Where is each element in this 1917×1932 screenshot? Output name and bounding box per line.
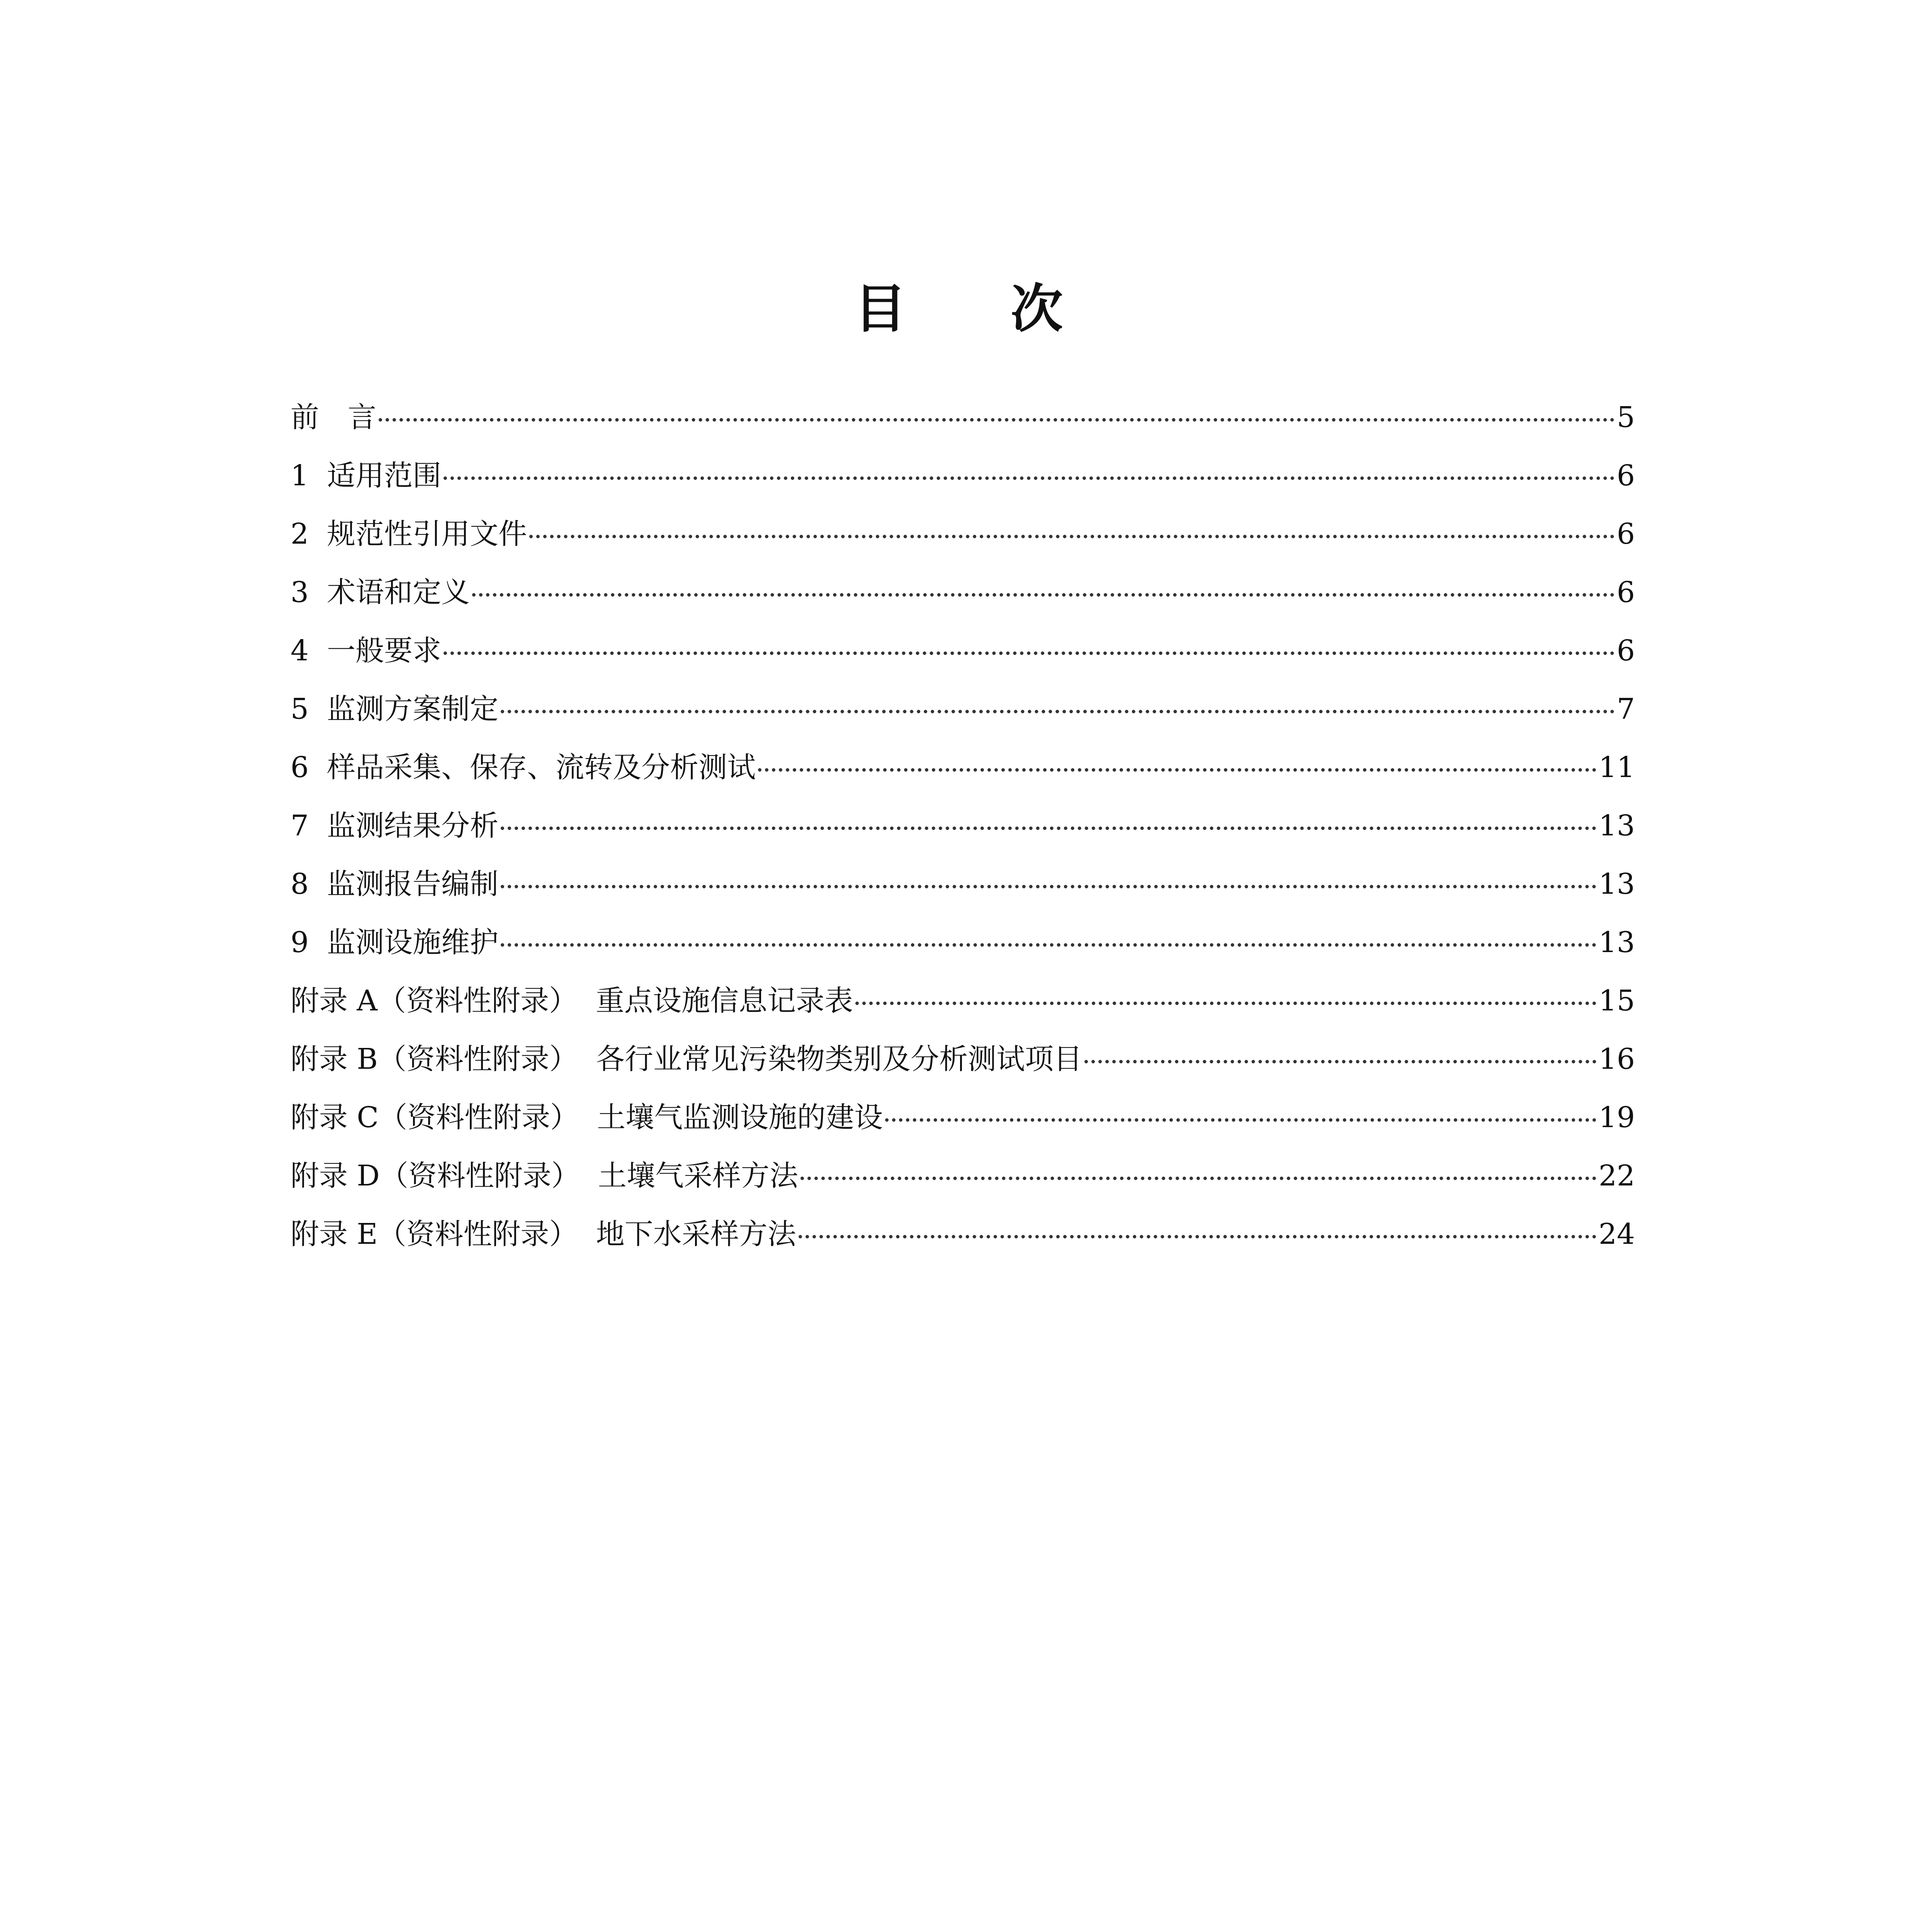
toc-dot-leader [501, 943, 1596, 947]
toc-dot-leader [444, 651, 1614, 655]
toc-entry-page: 13 [1598, 809, 1635, 842]
toc-dot-leader [799, 1235, 1596, 1238]
toc-entry-label: 6 样品采集、保存、流转及分析测试 [291, 751, 756, 784]
toc-entry-label: 附录 D（资料性附录） 土壤气采样方法 [291, 1159, 798, 1192]
toc-entry-page: 13 [1598, 867, 1635, 901]
toc-entry-appendix-c[interactable] [291, 1098, 1635, 1156]
toc-dot-leader [855, 1002, 1596, 1005]
toc-entry-page: 6 [1616, 576, 1635, 609]
toc-entry-label: 前 言 [291, 401, 376, 434]
toc-entry-label: 附录 A（资料性附录） 重点设施信息记录表 [291, 984, 853, 1017]
toc-entry-page: 24 [1598, 1218, 1635, 1251]
toc-entry-5[interactable] [291, 690, 1635, 748]
toc-dot-leader [885, 1118, 1596, 1122]
toc-entry-label: 附录 B（资料性附录） 各行业常见污染物类别及分析测试项目 [291, 1043, 1082, 1076]
toc-dot-leader [379, 418, 1614, 422]
toc-dot-leader [1084, 1060, 1596, 1063]
toc-entry-page: 6 [1616, 517, 1635, 551]
toc-entry-page: 6 [1616, 459, 1635, 492]
toc-entry-page: 19 [1598, 1101, 1635, 1134]
toc-entry-appendix-b[interactable] [291, 1040, 1635, 1098]
toc-entry-label: 5 监测方案制定 [291, 692, 499, 726]
toc-dot-leader [758, 768, 1596, 772]
toc-entry-6[interactable] [291, 748, 1635, 806]
toc-entry-page: 5 [1616, 401, 1635, 434]
toc-entry-appendix-d[interactable] [291, 1156, 1635, 1215]
toc-entry-2[interactable] [291, 515, 1635, 573]
toc-entry-3[interactable] [291, 573, 1635, 631]
toc-entry-1[interactable] [291, 456, 1635, 515]
toc-entry-label: 7 监测结果分析 [291, 809, 499, 842]
toc-entry-page: 13 [1598, 926, 1635, 959]
toc-dot-leader [501, 827, 1596, 830]
toc-entry-appendix-a[interactable] [291, 981, 1635, 1040]
toc-entry-page: 16 [1598, 1043, 1635, 1076]
toc-entry-9[interactable] [291, 923, 1635, 981]
toc-entry-page: 15 [1598, 984, 1635, 1017]
toc-entry-label: 8 监测报告编制 [291, 867, 499, 901]
toc-entry-label: 附录 C（资料性附录） 土壤气监测设施的建设 [291, 1101, 883, 1134]
toc-entry-appendix-e[interactable] [291, 1215, 1635, 1273]
toc-entry-preface[interactable] [291, 398, 1635, 456]
page-title: 目 次 [854, 279, 1063, 339]
toc-entry-7[interactable] [291, 806, 1635, 865]
toc-entry-page: 7 [1616, 692, 1635, 726]
toc-entry-page: 22 [1598, 1159, 1635, 1192]
toc-entry-label: 9 监测设施维护 [291, 926, 499, 959]
toc-dot-leader [800, 1177, 1596, 1180]
toc-entry-page: 6 [1616, 634, 1635, 667]
toc-entry-label: 附录 E（资料性附录） 地下水采样方法 [291, 1218, 796, 1251]
toc-entry-label: 4 一般要求 [291, 634, 442, 667]
toc-entry-label: 2 规范性引用文件 [291, 517, 527, 551]
toc-entry-4[interactable] [291, 631, 1635, 690]
table-of-contents [291, 398, 1635, 1273]
toc-dot-leader [529, 535, 1614, 538]
toc-dot-leader [501, 710, 1614, 713]
toc-dot-leader [501, 885, 1596, 888]
toc-entry-label: 3 术语和定义 [291, 576, 470, 609]
toc-entry-page: 11 [1598, 751, 1635, 784]
toc-dot-leader [472, 593, 1614, 597]
toc-entry-label: 1 适用范围 [291, 459, 442, 492]
toc-dot-leader [444, 476, 1614, 480]
toc-entry-8[interactable] [291, 865, 1635, 923]
